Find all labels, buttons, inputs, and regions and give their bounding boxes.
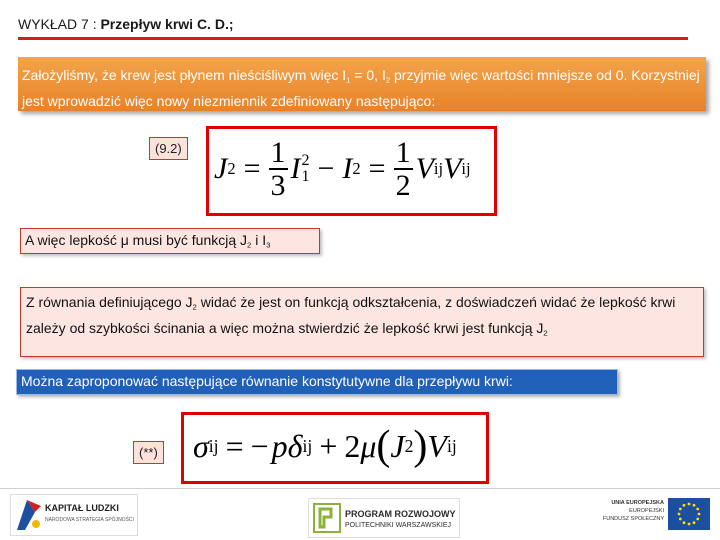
slide-title xyxy=(18,16,234,32)
eq1-equals: = xyxy=(243,152,261,185)
eq1-j: J xyxy=(214,152,228,185)
kapital-ludzki-logo xyxy=(10,494,138,536)
eq2-j-sub: 2 xyxy=(404,435,414,456)
proposal-text: Można zaproponować następujące równanie konstytutywne dla przepływu krwi: xyxy=(21,373,513,389)
program-subtitle: POLITECHNIKI WARSZAWSKIEJ xyxy=(345,522,452,529)
eq2-delta-sub: ij xyxy=(302,435,313,456)
eq1-frac1-den: 3 xyxy=(270,169,286,202)
title-underline xyxy=(18,37,688,40)
eu-text xyxy=(592,499,664,523)
equation-constitutive xyxy=(193,418,457,474)
eq1-v1: V xyxy=(415,152,434,185)
eq1-frac2-num: 1 xyxy=(395,135,411,169)
eu-logo xyxy=(592,494,712,534)
viscosity-text: A więc lepkość μ musi być funkcją J xyxy=(25,232,248,248)
equation-9-2 xyxy=(214,132,471,206)
program-title: PROGRAM ROZWOJOWY xyxy=(345,509,456,519)
eq2-delta: δ xyxy=(287,427,303,464)
eq1-frac1-num: 1 xyxy=(270,135,286,169)
viscosity-sub-1: 2 xyxy=(247,240,252,250)
eq2-close-paren: ) xyxy=(413,423,428,469)
eq2-v-sub: ij xyxy=(446,435,457,456)
intro-text-2: = 0, I xyxy=(350,67,386,83)
definition-sub-1: 2 xyxy=(192,302,197,312)
eq1-i1: I xyxy=(290,152,301,185)
viscosity-mid: i I xyxy=(251,232,267,248)
viscosity-sub-2: 3 xyxy=(266,240,271,250)
eq1-j-sub: 2 xyxy=(227,159,236,178)
eq1-i2-sub: 2 xyxy=(352,159,361,178)
intro-sub-2: 2 xyxy=(385,75,391,85)
proposal-box xyxy=(16,369,618,395)
kapital-ludzki-title: KAPITAŁ LUDZKI xyxy=(45,503,119,513)
footer-divider xyxy=(0,488,720,489)
definition-text: Z równania definiującego J xyxy=(26,294,193,310)
eq1-minus: − xyxy=(317,152,335,185)
eq2-two: 2 xyxy=(344,427,361,464)
program-rozwojowy-logo xyxy=(308,498,460,538)
eu-flag-icon xyxy=(668,498,710,530)
equation-label-9-2: (9.2) xyxy=(149,137,188,160)
eq1-v2-sub: ij xyxy=(461,159,471,178)
eu-line-2: EUROPEJSKI xyxy=(629,508,664,514)
eq1-i1-sup: 2 xyxy=(301,152,310,169)
eq1-frac2-den: 2 xyxy=(395,169,411,202)
eq2-sigma-sub: ij xyxy=(208,435,219,456)
kapital-ludzki-subtitle: NARODOWA STRATEGIA SPÓJNOŚCI xyxy=(45,517,134,523)
kapital-ludzki-emblem-icon xyxy=(13,496,43,534)
eu-line-1: UNIA EUROPEJSKA xyxy=(611,500,664,506)
equation-label-star: (**) xyxy=(133,441,164,464)
pw-emblem-icon xyxy=(313,503,341,533)
eq2-open-paren: ( xyxy=(376,423,391,469)
eq1-i1-sub: 1 xyxy=(301,168,310,185)
intro-text-3: przyjmie więc wartości mniejsze od 0. Korzystniej jest wprowadzić więc nowy niezmiennik zdefiniowany następująco: xyxy=(22,67,700,109)
lecture-topic: Przepływ krwi C. D.; xyxy=(100,16,234,32)
lecture-number: WYKŁAD 7 : xyxy=(18,16,101,32)
intro-text-1: Założyliśmy, że krew jest płynem nieściśliwym więc I xyxy=(22,67,347,83)
eq2-minus: − xyxy=(250,427,269,464)
eq1-v2: V xyxy=(443,152,462,185)
viscosity-note xyxy=(20,228,320,254)
eq2-plus: + xyxy=(319,427,338,464)
definition-rest: widać że jest on funkcją odkształcenia, z doświadczeń widać że lepkość krwi zależy od szybkości ścinania a więc można stwierdzić że lepkość krwi jest funkcją J xyxy=(26,294,676,336)
eq1-frac-1 xyxy=(269,137,288,202)
eq2-j: J xyxy=(390,427,405,464)
eq2-p: p xyxy=(271,427,288,464)
eq2-mu: μ xyxy=(360,427,377,464)
eq1-i1-scripts xyxy=(302,153,310,185)
eq2-sigma: σ xyxy=(193,427,209,464)
eq1-v1-sub: ij xyxy=(433,159,444,178)
eu-line-3: FUNDUSZ SPOŁECZNY xyxy=(602,516,664,522)
eq1-frac-2 xyxy=(394,137,413,202)
eq1-equals-2: = xyxy=(368,152,386,185)
eq1-i2: I xyxy=(342,152,353,185)
eq2-v: V xyxy=(427,427,447,464)
eq2-equals: = xyxy=(225,427,244,464)
definition-note xyxy=(20,287,704,357)
definition-sub-2: 2 xyxy=(543,328,548,338)
intro-box xyxy=(18,57,706,111)
intro-sub-1: 1 xyxy=(346,75,351,85)
